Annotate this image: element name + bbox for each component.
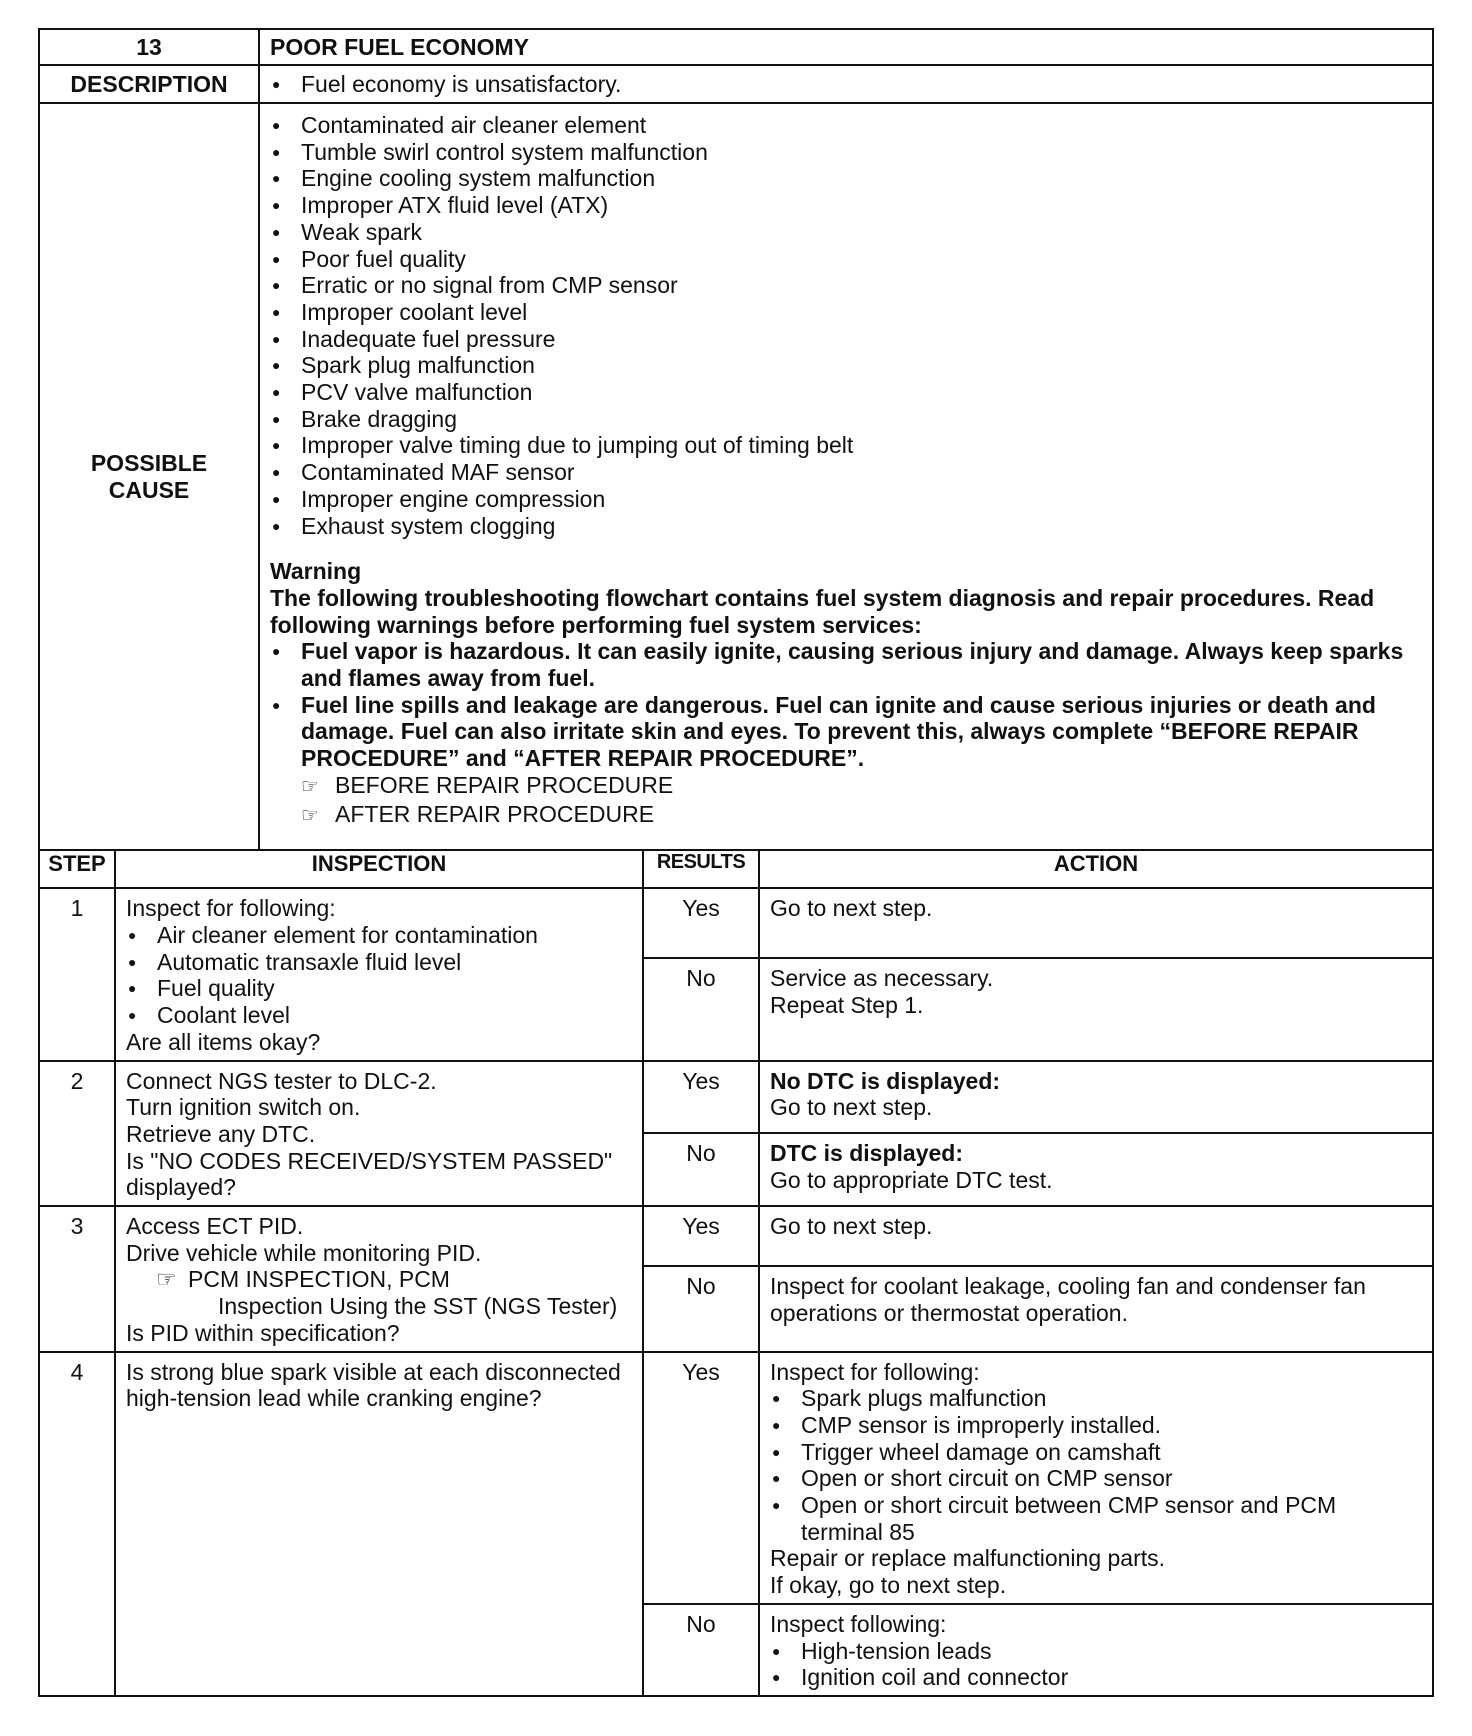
action-line: Inspect following:	[770, 1610, 947, 1637]
action-yes	[759, 1061, 1433, 1134]
inspection-line: Is "NO CODES RECEIVED/SYSTEM PASSED" displayed?	[126, 1147, 613, 1201]
action-line: Go to appropriate DTC test.	[770, 1166, 1053, 1193]
action-line: Go to next step.	[770, 1213, 933, 1240]
inspection-list	[126, 922, 634, 1029]
warning-list	[270, 638, 1422, 772]
action-condition: No DTC is displayed:	[770, 1067, 1001, 1094]
inspection-item: ● Coolant level	[126, 1002, 634, 1029]
action-yes	[759, 1206, 1433, 1266]
inspection-line: Connect NGS tester to DLC-2.	[126, 1067, 437, 1094]
action-line: Service as necessary.	[770, 965, 994, 992]
action-line: Go to next step.	[770, 1094, 933, 1121]
step-inspection	[115, 1206, 643, 1352]
cause-item: ● Brake dragging	[270, 406, 1422, 433]
step-row	[39, 888, 1433, 958]
warning-item: ● Fuel line spills and leakage are dangerous. Fuel can ignite and cause serious injuries or death and damage. Fuel can also irritate skin and eyes. To prevent this, always complete “BEFORE REPAIR PROCEDURE” and “AFTER REPAIR PROCEDURE”.	[270, 692, 1422, 772]
step-inspection	[115, 1061, 643, 1207]
reference-pointer-icon: ☞	[301, 804, 319, 827]
action-no	[759, 1133, 1433, 1206]
action-item: ● Trigger wheel damage on camshaft	[770, 1439, 1424, 1466]
possible-cause-row	[39, 103, 1433, 850]
action-item: ● Open or short circuit between CMP sensor and PCM terminal 85	[770, 1492, 1424, 1545]
cause-item: ● Exhaust system clogging	[270, 513, 1422, 540]
symptom-header-row	[39, 29, 1433, 65]
warning-block	[270, 558, 1422, 772]
description-row	[39, 65, 1433, 103]
step-number: 1	[39, 888, 115, 1060]
action-no	[759, 1604, 1433, 1696]
action-item: ● CMP sensor is improperly installed.	[770, 1412, 1424, 1439]
description-bullet: ● Fuel economy is unsatisfactory.	[270, 66, 1432, 102]
action-line: Repeat Step 1.	[770, 991, 924, 1018]
action-list	[770, 1638, 1424, 1691]
inspection-line: Drive vehicle while monitoring PID.	[126, 1239, 482, 1266]
possible-cause-label	[39, 103, 259, 850]
cause-item: ● Erratic or no signal from CMP sensor	[270, 272, 1422, 299]
reference-link[interactable]	[270, 801, 1422, 830]
reference-link[interactable]	[270, 772, 1422, 801]
cause-item: ● Improper ATX fluid level (ATX)	[270, 192, 1422, 219]
action-line: Go to next step.	[770, 895, 933, 922]
cause-item: ● Improper valve timing due to jumping out of timing belt	[270, 432, 1422, 459]
result-no: No	[643, 1133, 759, 1206]
action-line: Inspect for following:	[770, 1358, 980, 1385]
result-no: No	[643, 958, 759, 1060]
cause-item: ● Spark plug malfunction	[270, 352, 1422, 379]
inspection-line: Turn ignition switch on.	[126, 1094, 361, 1121]
step-number: 2	[39, 1061, 115, 1207]
cause-item: ● PCV valve malfunction	[270, 379, 1422, 406]
description-text	[259, 65, 1433, 103]
cause-item: ● Inadequate fuel pressure	[270, 326, 1422, 353]
action-item: ● Ignition coil and connector	[770, 1664, 1424, 1691]
action-line: Inspect for coolant leakage, cooling fan and condenser fan operations or thermostat operation.	[770, 1273, 1366, 1326]
symptom-title: POOR FUEL ECONOMY	[259, 29, 1433, 65]
inspection-question: Are all items okay?	[126, 1028, 321, 1055]
result-yes: Yes	[643, 1061, 759, 1134]
step-row	[39, 1061, 1433, 1134]
step-inspection	[115, 888, 643, 1060]
step-number: 4	[39, 1352, 115, 1696]
cause-item: ● Improper coolant level	[270, 299, 1422, 326]
steps-table	[38, 849, 1434, 1697]
result-no: No	[643, 1266, 759, 1352]
step-number: 3	[39, 1206, 115, 1352]
step-row	[39, 1352, 1433, 1604]
action-no	[759, 1266, 1433, 1352]
inspection-question: Is PID within specification?	[126, 1319, 400, 1346]
possible-cause-body	[259, 103, 1433, 850]
symptom-table	[38, 28, 1434, 851]
inspection-header: INSPECTION	[115, 850, 643, 888]
reference-pointer-icon: ☞	[156, 1266, 177, 1293]
action-list	[770, 1385, 1424, 1545]
action-yes	[759, 888, 1433, 958]
result-no: No	[643, 1604, 759, 1696]
inspection-line: Inspect for following:	[126, 895, 336, 922]
description-label: DESCRIPTION	[39, 65, 259, 103]
action-header: ACTION	[759, 850, 1433, 888]
inspection-item: ● Automatic transaxle fluid level	[126, 949, 634, 976]
possible-cause-label-line1: POSSIBLE	[90, 449, 208, 476]
action-item: ● Spark plugs malfunction	[770, 1385, 1424, 1412]
cause-item: ● Tumble swirl control system malfunction	[270, 139, 1422, 166]
step-row	[39, 1206, 1433, 1266]
warning-item: ● Fuel vapor is hazardous. It can easily ignite, causing serious injury and damage. Always keep sparks and flames away from fuel.	[270, 638, 1422, 691]
result-yes: Yes	[643, 1206, 759, 1266]
step-inspection	[115, 1352, 643, 1696]
action-line: Repair or replace malfunctioning parts.	[770, 1545, 1166, 1572]
action-condition: DTC is displayed:	[770, 1140, 963, 1167]
cause-item: ● Poor fuel quality	[270, 246, 1422, 273]
troubleshooting-sheet	[38, 28, 1432, 1697]
inspection-line: Is strong blue spark visible at each disconnected high-tension lead while cranking engine?	[126, 1358, 621, 1412]
reference-label-cont: Inspection Using the SST (NGS Tester)	[218, 1293, 618, 1320]
cause-item: ● Weak spark	[270, 219, 1422, 246]
results-header: RESULTS	[643, 850, 759, 888]
cause-item: ● Contaminated MAF sensor	[270, 459, 1422, 486]
result-yes: Yes	[643, 888, 759, 958]
action-no	[759, 958, 1433, 1060]
result-yes: Yes	[643, 1352, 759, 1604]
reference-label: BEFORE REPAIR PROCEDURE	[335, 771, 674, 798]
action-line: If okay, go to next step.	[770, 1572, 1007, 1599]
inspection-reference-link[interactable]	[126, 1266, 634, 1319]
steps-header-row	[39, 850, 1433, 888]
inspection-line: Retrieve any DTC.	[126, 1120, 316, 1147]
action-yes	[759, 1352, 1433, 1604]
reference-label: PCM INSPECTION, PCM	[188, 1266, 450, 1293]
cause-list	[270, 112, 1422, 539]
reference-pointer-icon: ☞	[301, 775, 319, 798]
warning-intro: The following troubleshooting flowchart contains fuel system diagnosis and repair procedures. Read following warnings before performing fuel system services:	[270, 584, 1375, 638]
possible-cause-label-line2: CAUSE	[108, 476, 190, 503]
action-item: ● High-tension leads	[770, 1638, 1424, 1665]
step-header: STEP	[39, 850, 115, 888]
symptom-number: 13	[39, 29, 259, 65]
cause-item: ● Contaminated air cleaner element	[270, 112, 1422, 139]
action-item: ● Open or short circuit on CMP sensor	[770, 1465, 1424, 1492]
cause-item: ● Improper engine compression	[270, 486, 1422, 513]
reference-label: AFTER REPAIR PROCEDURE	[335, 800, 655, 827]
cause-item: ● Engine cooling system malfunction	[270, 165, 1422, 192]
inspection-line: Access ECT PID.	[126, 1213, 304, 1240]
inspection-item: ● Air cleaner element for contamination	[126, 922, 634, 949]
inspection-item: ● Fuel quality	[126, 975, 634, 1002]
warning-title: Warning	[270, 558, 362, 585]
